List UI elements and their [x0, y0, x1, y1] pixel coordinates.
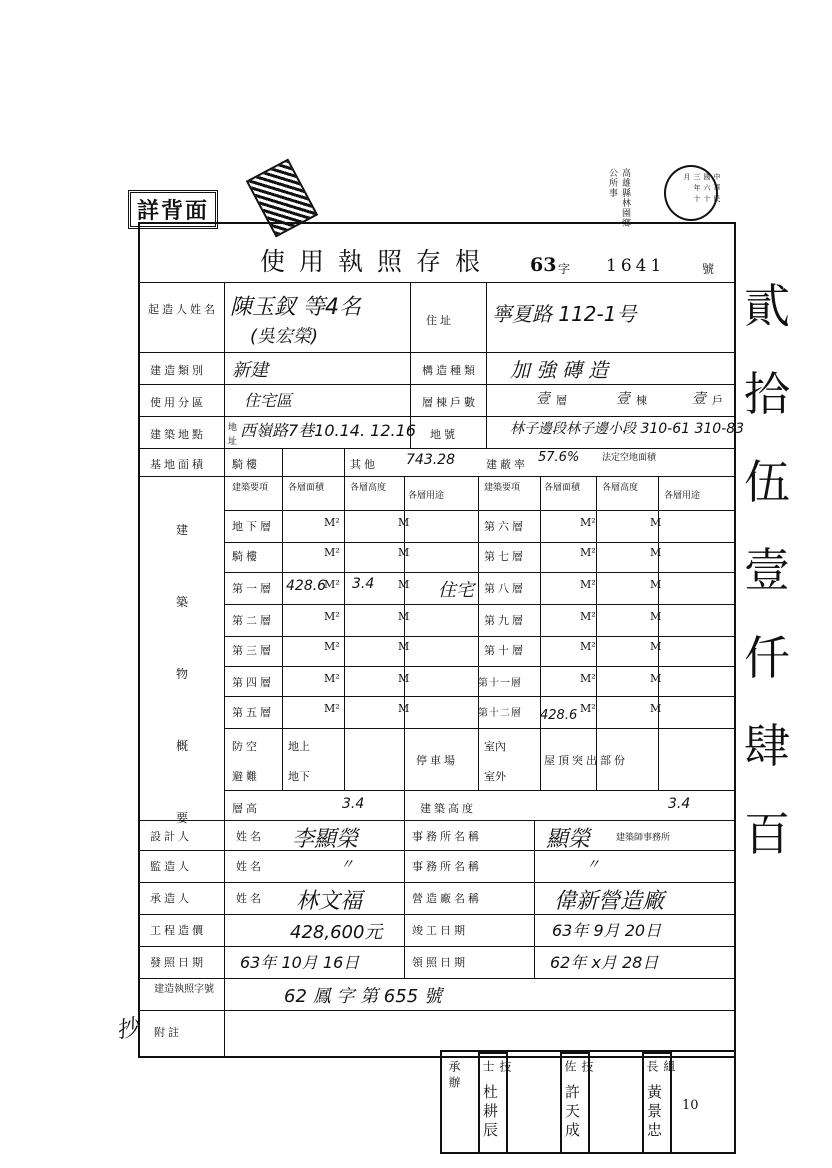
- floor-left-1: 騎樓: [232, 550, 260, 563]
- site-location-label: 建築地點: [150, 428, 206, 441]
- parking-label: 停車場: [416, 754, 458, 767]
- structure-type-label: 構造種類: [422, 364, 478, 377]
- issue-date-label: 發照日期: [150, 956, 206, 969]
- license-date-label: 領照日期: [412, 956, 468, 969]
- builder-label: 起造人姓名: [148, 303, 218, 316]
- building-type-label: 建造類別: [150, 364, 206, 377]
- contractor-firm-label: 營造廠名稱: [412, 892, 482, 905]
- building-height-value: 3.4: [668, 796, 691, 812]
- floor-right-5: 第十一層: [478, 678, 522, 689]
- seal1-name: 杜耕辰: [481, 1083, 499, 1141]
- issue-date-value: 63年 10月 16日: [240, 953, 360, 972]
- designer-office-label: 事務所名稱: [412, 830, 482, 843]
- unit-m2: M²: [580, 516, 596, 529]
- zoning-value: 住宅區: [244, 391, 293, 410]
- margin-char: 仟: [744, 631, 790, 685]
- unit-m: M: [650, 516, 662, 529]
- margin-char: 伍: [744, 455, 790, 509]
- floors-units-label: 層棟戶數: [422, 396, 478, 409]
- contractor-value: 林文福: [296, 889, 363, 914]
- floor-left-6: 第五層: [232, 706, 274, 719]
- unit-m: M: [398, 578, 410, 591]
- unit-m2: M²: [324, 516, 340, 529]
- floor-left-2: 第一層: [232, 582, 274, 595]
- indoor-label: 室內: [484, 740, 506, 753]
- completion-label: 竣工日期: [412, 924, 468, 937]
- unit-m: M: [398, 546, 410, 559]
- floor-right-3: 第九層: [484, 614, 526, 627]
- site-area-label: 基地面積: [150, 458, 206, 471]
- building-overview-label: 建築物概要: [176, 523, 192, 825]
- unit-m2: M²: [324, 640, 340, 653]
- left-margin-note: 抄: [114, 1014, 141, 1044]
- floors-value: 壹: [536, 391, 550, 407]
- top-right-stamp-text: 高雄縣林園鄉公所事: [607, 168, 630, 228]
- hdr-use-left: 各層用途: [408, 491, 445, 501]
- cost-label: 工程造價: [150, 924, 206, 937]
- contractor-name-label: 姓名: [236, 892, 264, 905]
- floor-right-0: 第六層: [484, 520, 526, 533]
- approval-seals-block: [440, 1050, 736, 1154]
- coverage-label: 建蔽率: [486, 458, 528, 471]
- handler-label: 承辦: [447, 1060, 461, 1092]
- outdoor-label: 室外: [484, 770, 506, 783]
- designer-value: 李顯榮: [292, 827, 359, 852]
- seal-technician: [478, 1052, 512, 1154]
- households-value: 壹: [692, 391, 706, 407]
- designer-office-suffix: 建築師事務所: [616, 833, 671, 843]
- total-area-value: 428.6: [540, 708, 578, 723]
- structure-type-value: 加強磚造: [510, 358, 614, 382]
- unit-m: M: [398, 702, 410, 715]
- license-suffix: 號: [702, 262, 715, 276]
- first-floor-area: 428.6: [286, 578, 327, 594]
- evac-label: 避難: [232, 770, 260, 783]
- designer-label: 設計人: [150, 830, 192, 843]
- unit-m: M: [650, 702, 662, 715]
- floor-right-2: 第八層: [484, 582, 526, 595]
- remarks-label: 附註: [154, 1026, 182, 1039]
- below-label: 地下: [288, 770, 310, 783]
- households-unit: 戶: [712, 394, 723, 407]
- margin-char: 肆: [744, 719, 790, 773]
- builder-note-value: (吳宏榮): [250, 326, 319, 347]
- unit-m: M: [398, 640, 410, 653]
- seal3-name: 黃景忠: [645, 1083, 663, 1141]
- storey-height-label: 層高: [232, 802, 260, 815]
- lot-marker-1: 地: [228, 423, 238, 433]
- form-title-text: 使用執照存根: [260, 247, 495, 276]
- floor-right-4: 第十層: [484, 644, 526, 657]
- detail-back-stamp: 詳背面: [128, 190, 218, 229]
- building-height-label: 建築高度: [420, 802, 476, 815]
- unit-m2: M²: [324, 610, 340, 623]
- buildings-value: 壹: [616, 391, 630, 407]
- form-title: [140, 224, 734, 282]
- unit-m2: M²: [580, 610, 596, 623]
- above-label: 地上: [288, 740, 310, 753]
- hdr-area-left: 各層面積: [288, 483, 325, 493]
- first-floor-height: 3.4: [352, 576, 375, 592]
- shelter-label: 防空: [232, 740, 260, 753]
- floor-left-4: 第三層: [232, 644, 274, 657]
- floor-right-6: 第十二層: [478, 708, 522, 719]
- unit-m: M: [650, 672, 662, 685]
- floor-left-5: 第四層: [232, 676, 274, 689]
- unit-m: M: [650, 610, 662, 623]
- license-number: 1641: [606, 256, 666, 276]
- right-margin-chars: [744, 262, 804, 878]
- hdr-use-right: 各層用途: [664, 491, 701, 501]
- unit-m: M: [650, 640, 662, 653]
- seal-chief: [642, 1052, 676, 1154]
- license-no-value: 62 鳳 字 第 655 號: [284, 986, 442, 1007]
- other-area-value: 743.28: [406, 452, 455, 468]
- completion-value: 63年 9月 20日: [552, 921, 662, 940]
- unit-m2: M²: [580, 546, 596, 559]
- seal1-title: 技士: [481, 1060, 512, 1076]
- hdr-area-right: 各層面積: [544, 483, 581, 493]
- buildings-unit: 棟: [636, 394, 647, 407]
- margin-char: 貳: [744, 279, 790, 333]
- arcade-label: 騎樓: [232, 458, 260, 471]
- site-address-value: 西嶺路7巷10.14. 12.16: [240, 421, 416, 440]
- unit-m: M: [398, 516, 410, 529]
- designer-office-value: 顯榮: [546, 827, 591, 852]
- unit-m2: M²: [580, 702, 596, 715]
- unit-m: M: [398, 672, 410, 685]
- hdr-item-left: 建築要項: [232, 483, 269, 493]
- top-right-round-stamp: [664, 165, 721, 221]
- lot-marker-2: 址: [228, 437, 238, 447]
- supervisor-name-label: 姓名: [236, 860, 264, 873]
- floor-left-0: 地下層: [232, 520, 274, 533]
- unit-m: M: [398, 610, 410, 623]
- contractor-label: 承造人: [150, 892, 192, 905]
- legal-open-label: 法定空地面積: [602, 453, 657, 463]
- seal2-name: 許天成: [563, 1083, 581, 1141]
- license-no-label: 建造執照字號: [154, 984, 214, 995]
- floor-right-1: 第七層: [484, 550, 526, 563]
- unit-m2: M²: [580, 640, 596, 653]
- cost-value: 428,600元: [290, 922, 383, 943]
- unit-m2: M²: [324, 702, 340, 715]
- license-year: 63: [530, 254, 557, 276]
- address-value: 寧夏路 112-1号: [492, 302, 637, 326]
- coverage-value: 57.6%: [538, 450, 580, 465]
- roof-label: 屋頂突出部份: [544, 754, 628, 767]
- unit-m2: M²: [324, 672, 340, 685]
- hdr-item-right: 建築要項: [484, 483, 521, 493]
- hdr-height-right: 各層高度: [602, 483, 639, 493]
- unit-m: M: [650, 578, 662, 591]
- license-date-value: 62年 x月 28日: [550, 953, 659, 972]
- margin-char: 壹: [744, 543, 790, 597]
- first-floor-use: 住宅: [438, 580, 474, 601]
- seal-assistant: [560, 1052, 594, 1154]
- address-label: 住址: [426, 314, 454, 327]
- unit-m: M: [650, 546, 662, 559]
- seal3-title: 組長: [645, 1060, 676, 1076]
- storey-height-value: 3.4: [342, 796, 365, 812]
- seal2-title: 技佐: [563, 1060, 594, 1076]
- unit-m2: M²: [580, 672, 596, 685]
- usage-license-stub-form: [138, 222, 745, 1058]
- round-stamp-text: 中華民國六十三年十月: [683, 173, 721, 206]
- unit-m2: M²: [324, 578, 340, 591]
- seal-number: 10: [682, 1098, 699, 1113]
- hdr-height-left: 各層高度: [350, 483, 387, 493]
- margin-char: 百: [744, 807, 790, 861]
- building-type-value: 新建: [232, 360, 268, 381]
- other-label: 其他: [350, 458, 378, 471]
- supervisor-label: 監造人: [150, 860, 192, 873]
- supervisor-office-value: 〃: [586, 857, 600, 873]
- license-char: 字: [558, 262, 571, 276]
- unit-m2: M²: [324, 546, 340, 559]
- margin-char: 拾: [744, 367, 790, 421]
- lot-number-value: 林子邊段林子邊小段 310-61 310-83: [510, 421, 745, 437]
- designer-name-label: 姓名: [236, 830, 264, 843]
- builder-name-value: 陳玉釵 等4名: [230, 295, 361, 320]
- supervisor-office-label: 事務所名稱: [412, 860, 482, 873]
- supervisor-value: 〃: [340, 857, 354, 873]
- floors-unit: 層: [556, 394, 567, 407]
- unit-m2: M²: [580, 578, 596, 591]
- zoning-label: 使用分區: [150, 396, 206, 409]
- contractor-firm-value: 偉新營造廠: [554, 889, 665, 914]
- floor-left-3: 第二層: [232, 614, 274, 627]
- lot-label: 地號: [430, 428, 458, 441]
